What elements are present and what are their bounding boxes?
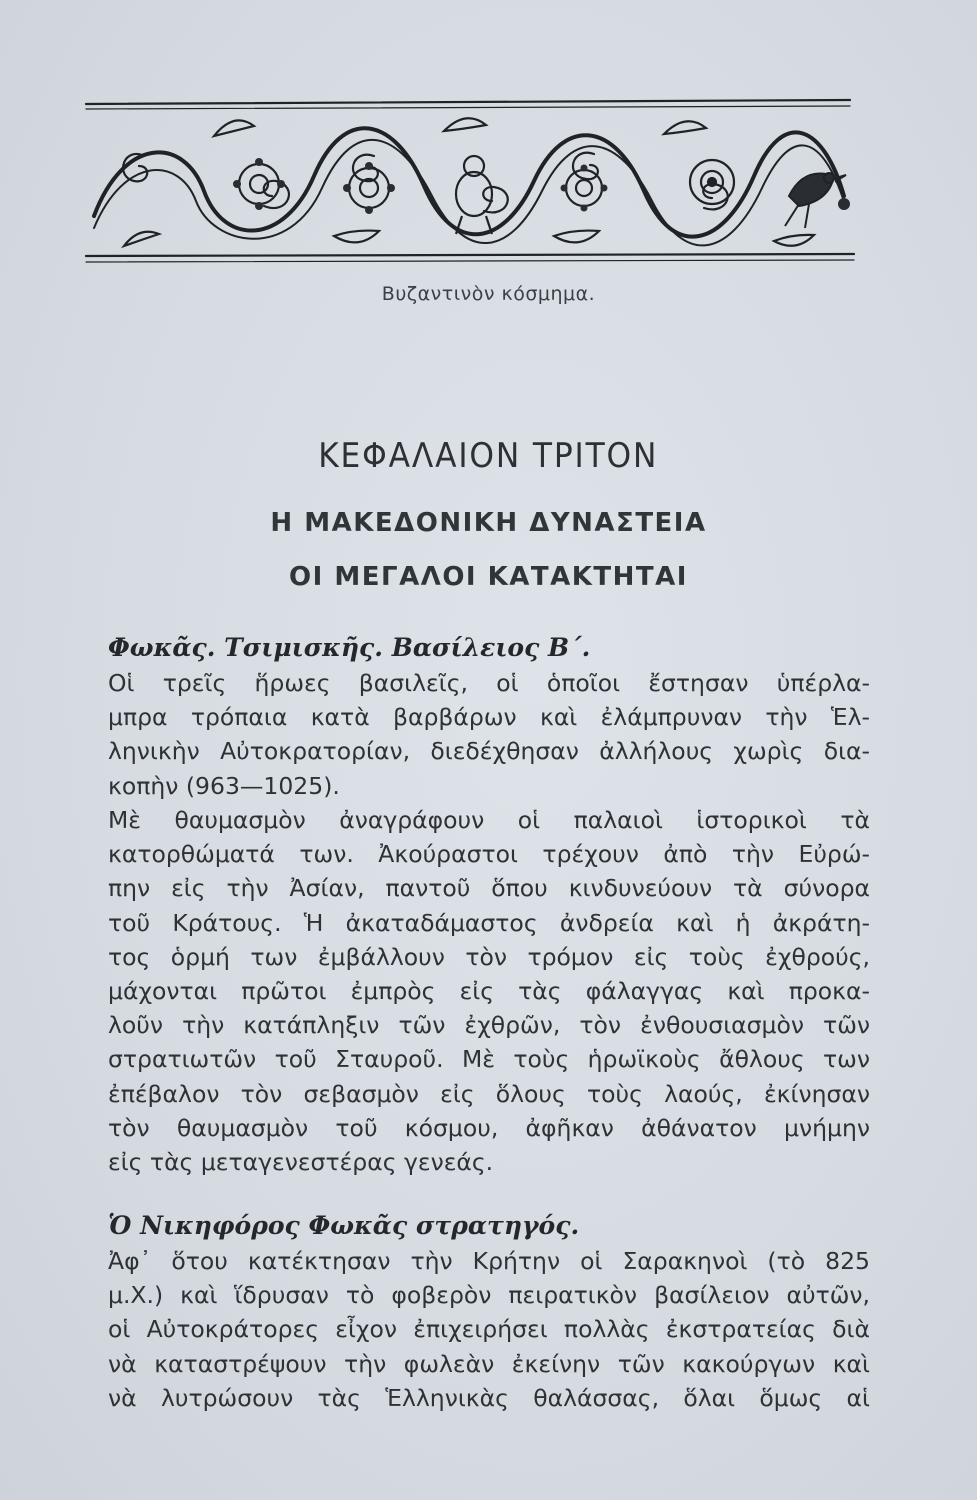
section-heading-nikephoros: Ὁ Νικηφόρος Φωκᾶς στρατηγός. — [108, 1211, 580, 1240]
text-line: νὰ λυτρώσουν τὰς Ἑλληνικὰς θαλάσσας, ὅλαι ὅμως αἱ — [108, 1383, 870, 1412]
chapter-subtitle-secondary: ΟΙ ΜΕΓΑΛΟΙ ΚΑΤΑΚΤΗΤΑΙ — [289, 562, 688, 592]
text-line: στρατιωτῶν τοῦ Σταυροῦ. Μὲ τοὺς ἡρωϊκοὺς ἄθλους των — [108, 1045, 870, 1074]
paragraph-deeds — [108, 803, 870, 1179]
section-heading-emperors: Φωκᾶς. Τσιμισκῆς. Βασίλειος Β΄. — [108, 633, 591, 662]
text-line: λοῦν τὴν κατάπληξιν τῶν ἐχθρῶν, τὸν ἐνθουσιασμὸν τῶν — [108, 1011, 870, 1040]
text-line: ἐπέβαλον τὸν σεβασμὸν εἰς ὅλους τοὺς λαούς, ἐκίνησαν — [108, 1079, 870, 1108]
text-line: οἱ Αὐτοκράτορες εἶχον ἐπιχειρήσει πολλὰς ἐκστρατείας διὰ — [108, 1315, 870, 1344]
text-line: τος ὁρμή των ἐμβάλλουν τὸν τρόμον εἰς τοὺς ἐχθρούς, — [108, 942, 870, 971]
text-line: μάχονται πρῶτοι ἐμπρὸς εἰς τὰς φάλαγγας καὶ προκα- — [108, 977, 870, 1006]
chapter-title: ΚΕΦΑΛΑΙΟΝ ΤΡΙΤΟΝ — [318, 436, 659, 476]
byzantine-ornament-icon — [84, 96, 856, 272]
ornament-caption: Βυζαντινὸν κόσμημα. — [381, 283, 596, 305]
text-line: ληνικὴν Αὐτοκρατορίαν, διεδέχθησαν ἀλλήλους χωρὶς δια- — [108, 737, 870, 766]
text-line: τοῦ Κράτους. Ἡ ἀκαταδάμαστος ἀνδρεία καὶ ἡ ἀκράτη- — [108, 908, 870, 937]
text-line: Ἀφ᾽ ὅτου κατέκτησαν τὴν Κρήτην οἱ Σαρακηνοὶ (τὸ 825 — [108, 1247, 870, 1275]
text-line: μ.Χ.) καὶ ἵδρυσαν τὸ φοβερὸν πειρατικὸν βασίλειον αὐτῶν, — [108, 1281, 870, 1310]
text-line: εἰς τὰς μεταγενεστέρας γενεάς. — [108, 1148, 494, 1177]
text-line: τὸν θαυμασμὸν τοῦ κόσμου, ἀφῆκαν ἀθάνατον μνήμην — [108, 1113, 870, 1142]
text-line: Μὲ θαυμασμὸν ἀναγράφουν οἱ παλαιοὶ ἱστορικοὶ τὰ — [108, 806, 870, 834]
text-line: Οἱ τρεῖς ἥρωες βασιλεῖς, οἱ ὁποῖοι ἔστησαν ὑπέρλα- — [108, 669, 870, 697]
paragraph-intro — [108, 666, 870, 803]
text-line: κατορθώματά των. Ἀκούραστοι τρέχουν ἀπὸ τὴν Εὐρώ- — [108, 840, 870, 869]
text-line: μπρα τρόπαια κατὰ βαρβάρων καὶ ἐλάμπρυναν τὴν Ἑλ- — [108, 703, 870, 732]
chapter-subtitle: Η ΜΑΚΕΔΟΝΙΚΗ ΔΥΝΑΣΤΕΙΑ — [270, 508, 707, 538]
text-line: κοπὴν (963—1025). — [108, 771, 340, 800]
paragraph-crete — [108, 1244, 870, 1415]
text-line: πην εἰς τὴν Ἀσίαν, παντοῦ ὅπου κινδυνεύουν τὰ σύνορα — [108, 874, 870, 903]
text-line: νὰ καταστρέψουν τὴν φωλεὰν ἐκείνην τῶν κακούργων καὶ — [108, 1349, 870, 1378]
